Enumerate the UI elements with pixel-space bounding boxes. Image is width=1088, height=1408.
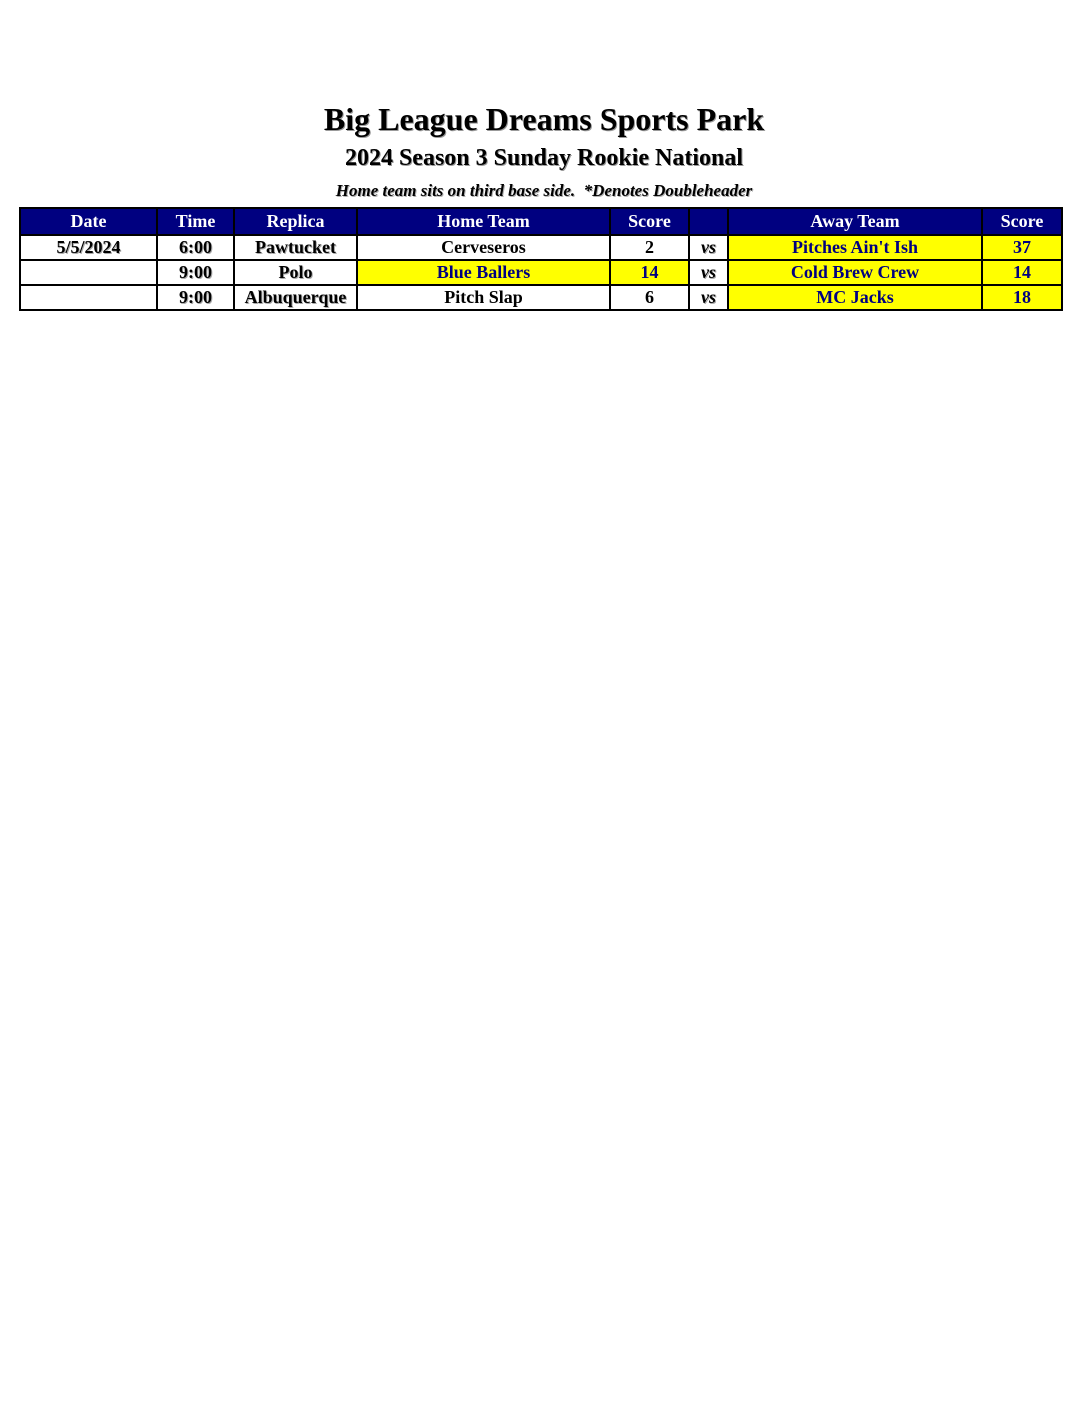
column-header-away-team: Away Team	[728, 208, 982, 235]
cell-away-score: 14	[982, 260, 1062, 285]
cell-away-team: MC Jacks	[728, 285, 982, 310]
cell-vs: vs	[689, 235, 728, 260]
cell-time: 6:00	[157, 235, 234, 260]
cell-away-score: 18	[982, 285, 1062, 310]
cell-replica: Albuquerque	[234, 285, 357, 310]
cell-away-team: Pitches Ain't Ish	[728, 235, 982, 260]
column-header-home-team: Home Team	[357, 208, 610, 235]
cell-home-team: Cerveseros	[357, 235, 610, 260]
page-subtitle: 2024 Season 3 Sunday Rookie National	[344, 145, 744, 171]
cell-time: 9:00	[157, 260, 234, 285]
column-header-home-score: Score	[610, 208, 689, 235]
cell-home-score: 14	[610, 260, 689, 285]
cell-home-score: 2	[610, 235, 689, 260]
cell-home-team: Blue Ballers	[357, 260, 610, 285]
table-row	[20, 285, 1062, 310]
cell-home-score: 6	[610, 285, 689, 310]
column-header-vs	[689, 208, 728, 235]
page-title: Big League Dreams Sports Park	[323, 101, 765, 137]
cell-home-team: Pitch Slap	[357, 285, 610, 310]
cell-vs: vs	[689, 260, 728, 285]
table-row	[20, 235, 1062, 260]
column-header-replica: Replica	[234, 208, 357, 235]
cell-date	[20, 285, 157, 310]
column-header-date: Date	[20, 208, 157, 235]
table-row	[20, 260, 1062, 285]
column-header-time: Time	[157, 208, 234, 235]
cell-replica: Pawtucket	[234, 235, 357, 260]
cell-date	[20, 260, 157, 285]
column-header-away-score: Score	[982, 208, 1062, 235]
cell-away-score: 37	[982, 235, 1062, 260]
cell-replica: Polo	[234, 260, 357, 285]
cell-time: 9:00	[157, 285, 234, 310]
schedule-note: Home team sits on third base side. *Denotes Doubleheader	[335, 181, 753, 200]
table-header-row	[20, 208, 1062, 235]
cell-away-team: Cold Brew Crew	[728, 260, 982, 285]
cell-vs: vs	[689, 285, 728, 310]
cell-date: 5/5/2024	[20, 235, 157, 260]
schedule-table	[19, 207, 1063, 311]
